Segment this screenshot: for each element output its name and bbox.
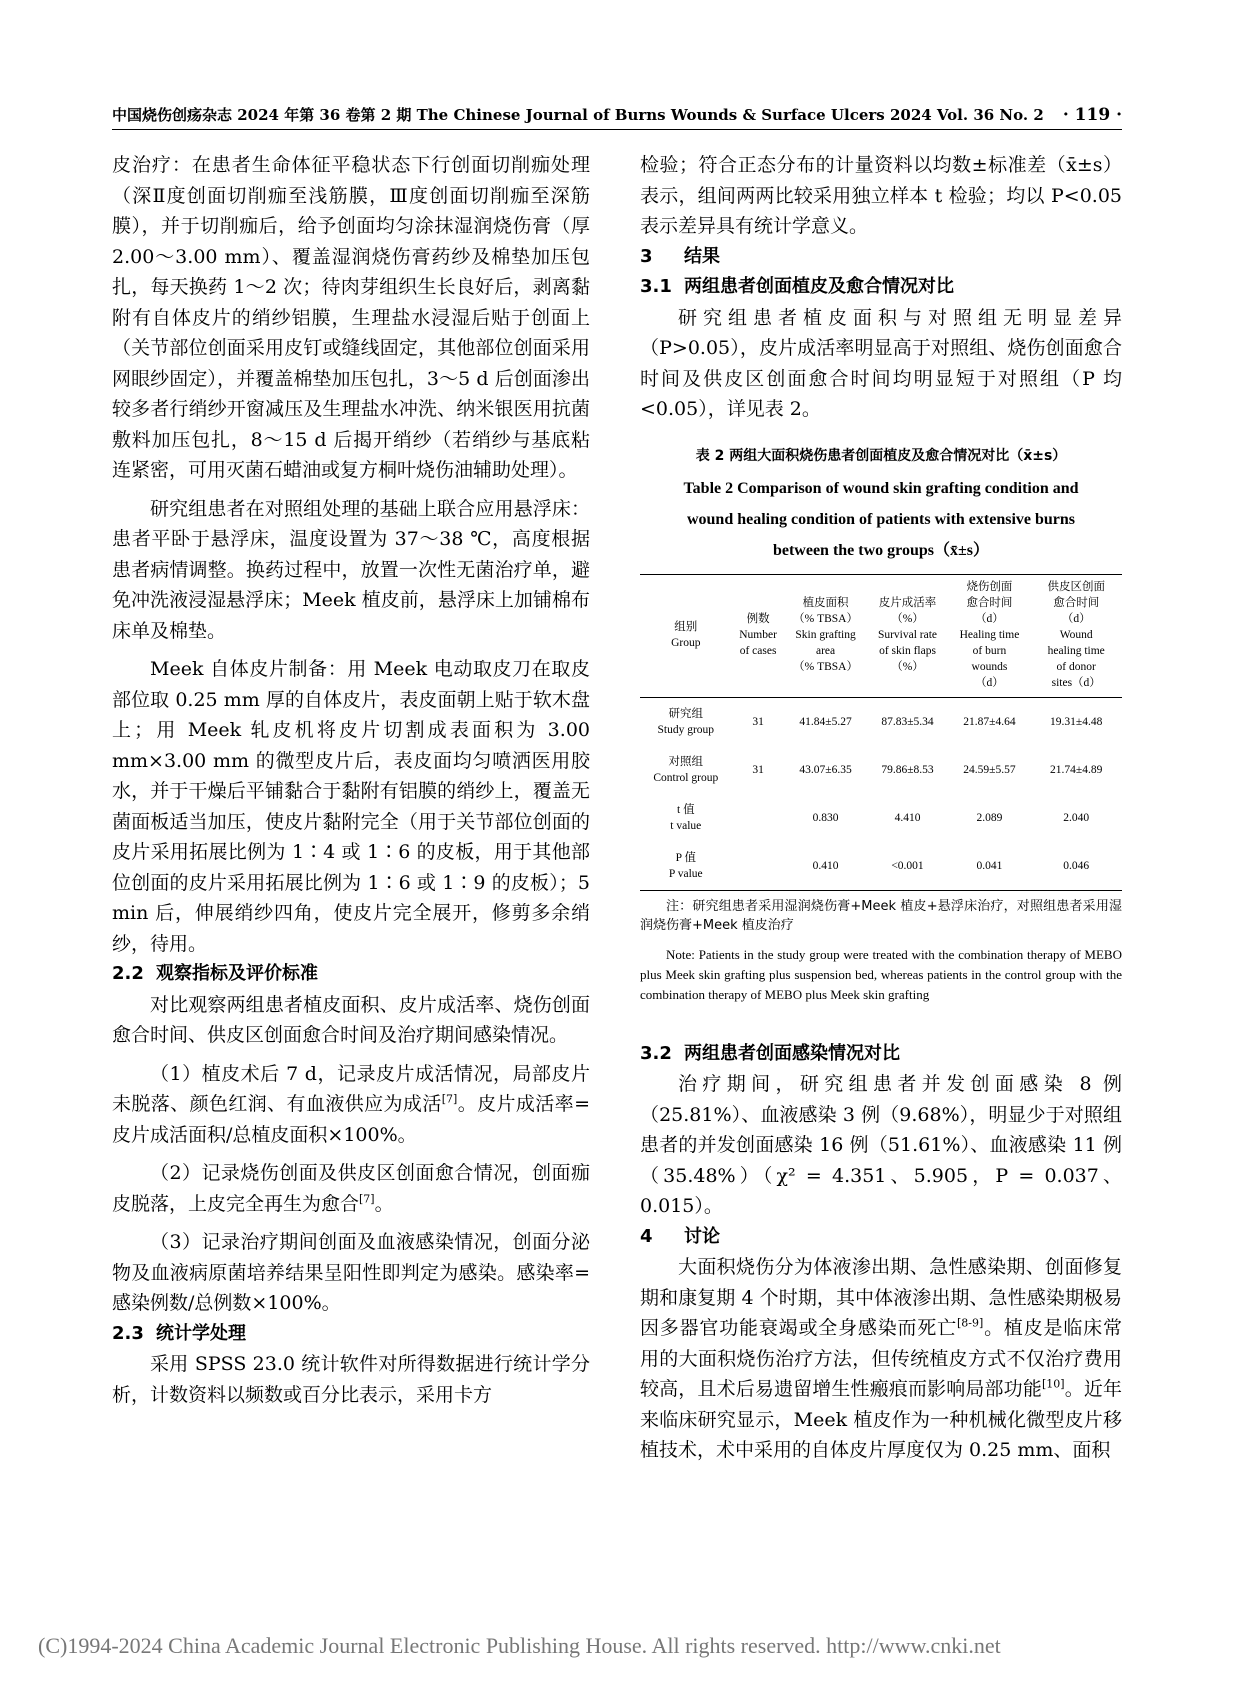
paragraph: 检验；符合正态分布的计量资料以均数±标准差（x̄±s）表示，组间两两比较采用独立样本 t 检验；均以 P<0.05 表示差异具有统计学意义。 [640, 154, 1122, 237]
table-cell: 21.87±4.64 [963, 715, 1016, 728]
paragraph: 采用 SPSS 23.0 统计软件对所得数据进行统计学分析，计数资料以频数或百分比表示，采用卡方 [112, 1353, 590, 1406]
citation-ref: [8-9] [957, 1316, 984, 1330]
table-cell: 24.59±5.57 [963, 763, 1016, 776]
table-cell: 19.31±4.48 [1050, 715, 1103, 728]
table-cell [732, 842, 785, 891]
paragraph: 对比观察两组患者植皮面积、皮片成活率、烧伤创面愈合时间、供皮区创面愈合时间及治疗期间感染情况。 [112, 993, 590, 1046]
column-header: 植皮面积 （% TBSA） Skin grafting area （% TBSA） [785, 574, 867, 697]
section-heading [640, 1039, 1122, 1070]
paragraph: （1）植皮术后 7 d，记录皮片成活情况，局部皮片未脱落、颜色红润、有血液供应为成活[7]。皮片成活率=皮片成活面积/总植皮面积×100%。 [112, 1062, 590, 1146]
section-number: 2.2 [112, 963, 144, 984]
table-cell: 43.07±6.35 [799, 763, 852, 776]
section-number: 3.2 [640, 1042, 672, 1064]
column-header: 供皮区创面 愈合时间 （d） Wound healing time of donor sites（d） [1030, 574, 1122, 697]
table-2 [640, 443, 1122, 1005]
column-header: 组别 Group [640, 574, 732, 697]
table-cell: 2.089 [976, 811, 1003, 824]
table-title-cn: 表 2 两组大面积烧伤患者创面植皮及愈合情况对比（x̄±s） [695, 447, 1067, 464]
table-cell: 0.046 [1030, 842, 1122, 891]
section-heading [640, 242, 1122, 273]
table-cell: 研究组 Study group [657, 707, 715, 736]
paragraph: 研究组患者植皮面积与对照组无明显差异（P>0.05），皮片成活率明显高于对照组、烧伤创面愈合时间及供皮区创面愈合时间均明显短于对照组（P 均<0.05），详见表 2。 [640, 306, 1122, 420]
column-header: 烧伤创面 愈合时间 （d） Healing time of burn wounds （d） [948, 574, 1030, 697]
section-heading [640, 1222, 1122, 1253]
table-row [640, 842, 1122, 891]
section-number: 3 [640, 245, 653, 267]
section-title: 两组患者创面植皮及愈合情况对比 [684, 276, 954, 297]
table-cell: 41.84±5.27 [799, 715, 852, 728]
table-cell: 4.410 [894, 811, 921, 824]
section-title: 观察指标及评价标准 [156, 963, 318, 984]
column-header: 例数 Number of cases [732, 574, 785, 697]
paragraph: 皮治疗：在患者生命体征平稳状态下行创面切削痂处理（深Ⅱ度创面切削痂至浅筋膜，Ⅲ度创面切削痂至深筋膜），并于切削痂后，给予创面均匀涂抹湿润烧伤膏（厚 2.00～3.00 mm）、覆盖湿润烧伤膏药纱及棉垫加压包扎，每天换药 1～2 次；待肉芽组织生长良好后，剥离黏附有自体皮片的绡纱铝膜，生理盐水浸湿后贴于创面上（关节部位创面采用皮钉或缝线固定，其他部位创面采用网眼纱固定），并覆盖棉垫加压包扎，3～5 d 后创面渗出较多者行绡纱开窗减压及生理盐水冲洗、纳米银医用抗菌敷料加压包扎，8～15 d 后揭开绡纱（若绡纱与基底粘连紧密，可用灭菌石蜡油或复方桐叶烧伤油辅助处理）。 [112, 154, 590, 481]
section-title: 统计学处理 [156, 1322, 246, 1344]
section-number: 3.1 [640, 276, 672, 297]
citation-ref: [7] [359, 1192, 375, 1206]
table-cell: t 值 t value [670, 803, 702, 832]
paragraph: （3）记录治疗期间创面及血液感染情况，创面分泌物及血液病原菌培养结果呈阳性即判定为感染。感染率=感染例数/总例数×100%。 [112, 1231, 590, 1314]
table-cell: 21.74±4.89 [1050, 763, 1103, 776]
table-cell: 31 [752, 715, 764, 728]
left-column [112, 150, 590, 1410]
paragraph: 大面积烧伤分为体液渗出期、急性感染期、创面修复期和康复期 4 个时期，其中体液渗出期、急性感染期极易因多器官功能衰竭或全身感染而死亡[8-9]。植皮是临床常用的大面积烧伤治疗方法，但传统植皮方式不仅治疗费用较高，且术后易遗留增生性瘢痕而影响局部功能[10]。近年来临床研究显示，Meek 植皮作为一种机械化微型皮片移植技术，术中采用的自体皮片厚度仅为 0.25 mm、面积 [640, 1256, 1122, 1461]
table-cell: 0.041 [948, 842, 1030, 891]
table-row [640, 697, 1122, 746]
section-heading [112, 1319, 590, 1350]
table-cell: 0.410 [785, 842, 867, 891]
table-cell: 79.86±8.53 [881, 763, 934, 776]
table-row [640, 794, 1122, 842]
paragraph: 研究组患者在对照组处理的基础上联合应用悬浮床：患者平卧于悬浮床，温度设置为 37～38 ℃，高度根据患者病情调整。换药过程中，放置一次性无菌治疗单，避免冲洗液浸湿悬浮床；Meek 植皮前，悬浮床上加铺棉布床单及棉垫。 [112, 497, 590, 642]
table-cell: 对照组 Control group [653, 755, 719, 784]
column-header: 皮片成活率 （%） Survival rate of skin flaps （%） [867, 574, 949, 697]
table-cell: P 值 P value [640, 842, 732, 891]
table-cell [732, 794, 785, 842]
paragraph: Meek 自体皮片制备：用 Meek 电动取皮刀在取皮部位取 0.25 mm 厚的自体皮片，表皮面朝上贴于软木盘上；用 Meek 轧皮机将皮片切割成表面积为 3.00 mm×3.00 mm 的微型皮片后，表皮面均匀喷洒医用胶水，并于干燥后平铺黏合于黏附有铝膜的绡纱上，覆盖无菌面板适当加压，使皮片黏附完全（用于关节部位创面的皮片采用拓展比例为 1∶4 或 1∶6 的皮板，用于其他部位创面的皮片采用拓展比例为 1∶6 或 1∶9 的皮板）；5 min 后，伸展绡纱四角，使皮片完全展开，修剪多余绡纱，待用。 [112, 658, 590, 955]
table-title-en: Table 2 Comparison of wound skin grafting condition and wound healing condition of patients with extensive burns between the two groups（x̄±s） [683, 479, 1079, 559]
paragraph: 治疗期间，研究组患者并发创面感染 8 例（25.81%）、血液感染 3 例（9.68%），明显少于对照组患者的并发创面感染 16 例（51.61%）、血液感染 11 例（35.48%）（χ² = 4.351、5.905，P = 0.037、0.015）。 [640, 1073, 1122, 1217]
table-header-row [640, 574, 1122, 697]
section-title: 讨论 [684, 1225, 720, 1247]
table-cell: <0.001 [867, 842, 949, 891]
section-title: 两组患者创面感染情况对比 [684, 1042, 900, 1064]
running-header [112, 100, 1122, 130]
right-column [640, 150, 1122, 1466]
section-number: 4 [640, 1225, 653, 1247]
section-title: 结果 [684, 245, 720, 267]
copyright-footer: (C)1994-2024 China Academic Journal Electronic Publishing House. All rights reserved. http://www.cnki.net [38, 1633, 1001, 1658]
table-row [640, 746, 1122, 794]
paragraph: （2）记录烧伤创面及供皮区创面愈合情况，创面痂皮脱落，上皮完全再生为愈合[7]。 [112, 1162, 590, 1215]
table-cell: 31 [752, 763, 764, 776]
page-number: · 119 · [1062, 105, 1122, 125]
table-cell: 87.83±5.34 [881, 715, 934, 728]
table-note-en: Note: Patients in the study group were treated with the combination therapy of MEBO plus Meek skin grafting plus suspension bed, whereas patients in the control group with the combination therapy of MEBO plus Meek skin grafting [640, 946, 1122, 1002]
journal-citation: 中国烧伤创疡杂志 2024 年第 36 卷第 2 期 The Chinese Journal of Burns Wounds & Surface Ulcers 2024 Vol. 36 No. 2 [112, 106, 1044, 124]
section-heading [640, 272, 1122, 303]
data-table [640, 574, 1122, 891]
citation-ref: [10] [1041, 1377, 1065, 1391]
table-cell: 0.830 [812, 811, 839, 824]
table-note-cn: 注：研究组患者采用湿润烧伤膏+Meek 植皮+悬浮床治疗，对照组患者采用湿润烧伤膏+Meek 植皮治疗 [640, 898, 1122, 933]
citation-ref: [7] [441, 1092, 458, 1106]
section-heading [112, 959, 590, 990]
section-number: 2.3 [112, 1322, 144, 1344]
table-cell: 2.040 [1063, 811, 1090, 824]
